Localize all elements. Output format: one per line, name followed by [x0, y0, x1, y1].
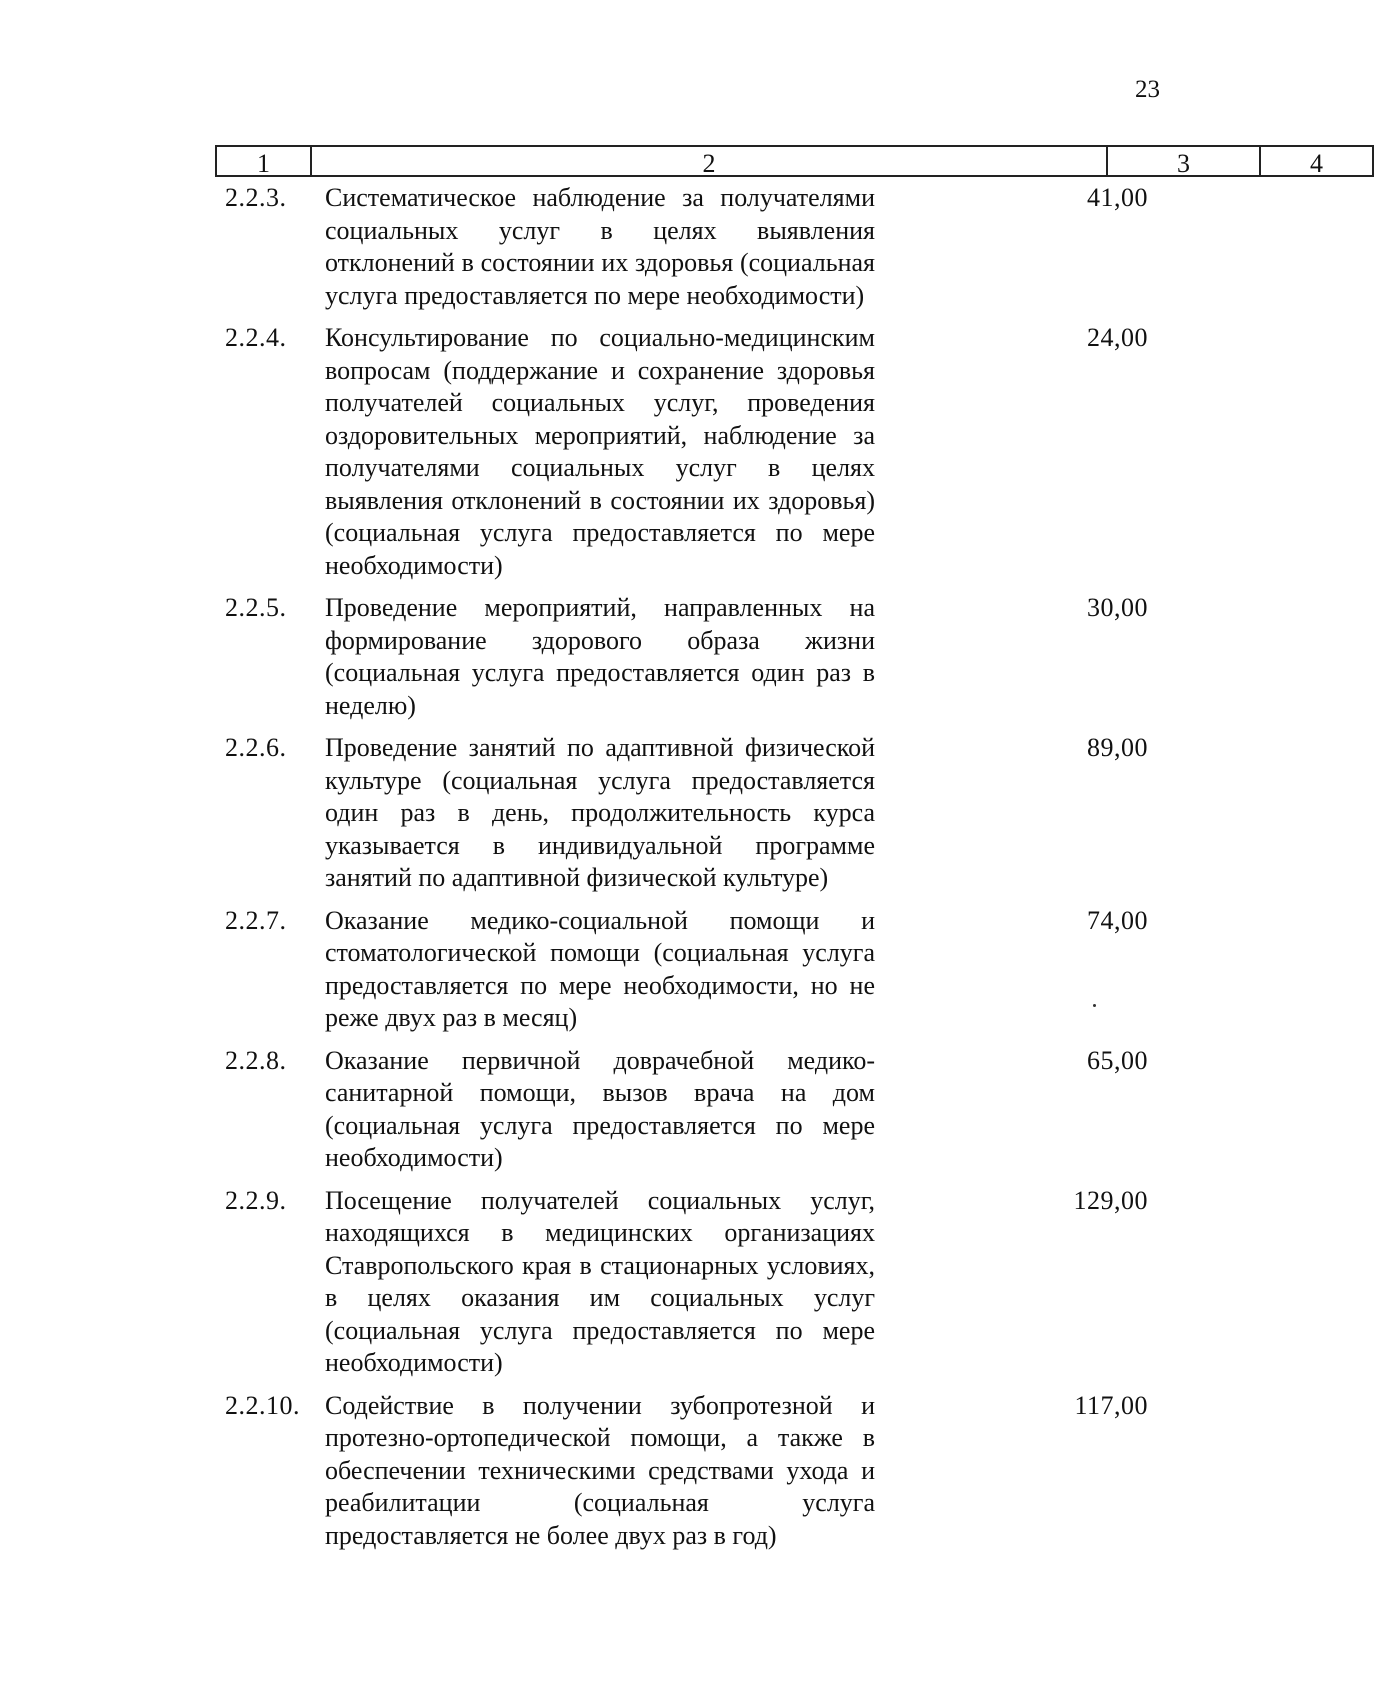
table-row: [0, 182, 1200, 312]
row-number: 2.2.9.: [225, 1185, 287, 1215]
table-row: [0, 1045, 1200, 1175]
header-col-3: 3: [1106, 145, 1261, 177]
row-description: Оказание первичной доврачебной медико-санитарной помощи, вызов врача на дом (социальная услуга предоставляется по мере необходимости): [325, 1045, 875, 1172]
stray-dot-mark: [1093, 1004, 1096, 1007]
row-number: 2.2.3.: [225, 183, 287, 212]
table-row: [0, 905, 1200, 1035]
row-description: Систематическое наблюдение за получателями социальных услуг в целях выявления отклонений в состоянии их здоровья (социальная услуга предоставляется по мере необходимости): [325, 183, 875, 310]
row-number: 2.2.8.: [225, 1045, 287, 1075]
page-number: 23: [1135, 76, 1160, 103]
row-number: 2.2.10.: [225, 1390, 300, 1420]
row-number: 2.2.4.: [225, 323, 287, 352]
table-row: [0, 322, 1200, 582]
row-price: 41,00: [1087, 183, 1148, 212]
header-col-2: 2: [310, 145, 1108, 177]
table-header: [215, 145, 1323, 179]
row-description: Посещение получателей социальных услуг, находящихся в медицинских организациях Ставропольского края в стационарных условиях, в целях оказания им социальных услуг (социальная услуга предоставляется по мере необходимости): [325, 1185, 875, 1377]
table-row: [0, 1390, 1200, 1553]
table-row: [0, 732, 1200, 895]
row-description: Оказание медико-социальной помощи и стоматологической помощи (социальная услуга предоставляется по мере необходимости, но не реже двух раз в месяц): [325, 905, 875, 1032]
row-price: 30,00: [1087, 593, 1148, 622]
row-description: Проведение занятий по адаптивной физической культуре (социальная услуга предоставляется один раз в день, продолжительность курса указывается в индивидуальной программе занятий по адаптивной физической культуре): [325, 733, 875, 892]
table-row: [0, 592, 1200, 722]
row-price: 129,00: [1073, 1185, 1148, 1215]
row-description: Содействие в получении зубопротезной и протезно-ортопедической помощи, а также в обеспечении техническими средствами ухода и реабилитации (социальная услуга предоставляется не более двух раз в год): [325, 1390, 875, 1550]
row-price: 117,00: [1074, 1390, 1148, 1420]
row-description: Консультирование по социально-медицинским вопросам (поддержание и сохранение здоровья получателей социальных услуг, проведения оздоровительных мероприятий, наблюдение за получателями социальных услуг в целях выявления отклонений в состоянии их здоровья) (социальная услуга предоставляется по мере необходимости): [325, 323, 875, 580]
row-price: 89,00: [1087, 733, 1148, 762]
row-price: 65,00: [1087, 1045, 1148, 1075]
row-number: 2.2.5.: [225, 593, 287, 622]
row-number: 2.2.7.: [225, 905, 287, 935]
row-price: 74,00: [1087, 905, 1148, 935]
row-price: 24,00: [1087, 323, 1148, 352]
header-col-1: 1: [215, 145, 312, 177]
table-row: [0, 1185, 1200, 1380]
header-col-4: 4: [1259, 145, 1374, 177]
row-number: 2.2.6.: [225, 733, 287, 762]
row-description: Проведение мероприятий, направленных на формирование здорового образа жизни (социальная услуга предоставляется один раз в неделю): [325, 593, 875, 720]
table-body: [0, 182, 1200, 1562]
